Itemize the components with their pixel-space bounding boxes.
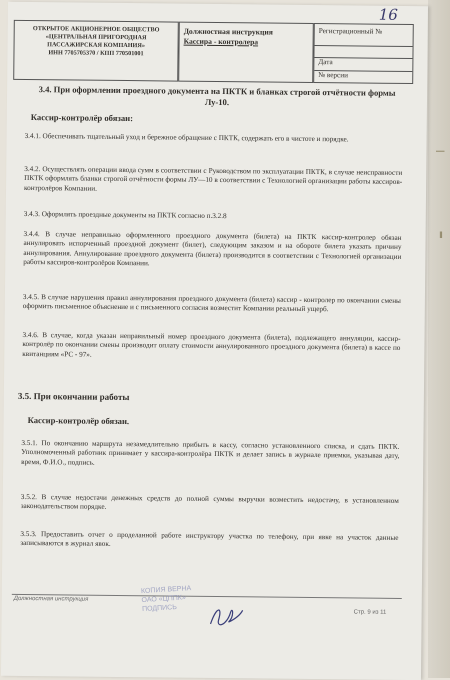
org-line: ПАССАЖИРСКАЯ КОМПАНИЯ» — [47, 41, 145, 50]
document-subject: Кассира - контролера — [183, 36, 259, 47]
handwritten-page-number: 16 — [378, 5, 398, 24]
adjacent-page-edge — [428, 0, 450, 678]
paragraph-3-5-1: 3.5.1. По окончанию маршрута незамедлительно прибыть в кассу, согласно установленного списка, и сдать ПКТК. Уполномоченный работник принимает у кассира-контролёра ПКТК и делает запись в журнале приемки, указывая дату, время, Ф.И.О., подпись. — [21, 438, 400, 467]
registration-number-label: Регистрационный № — [315, 24, 413, 47]
registration-cell — [313, 23, 414, 84]
paragraph-3-5-2: 3.5.2. В случае недостачи денежных средств до полной суммы выручки возместить недостачу, в установленном законодательством порядке. — [20, 492, 399, 512]
stamp-line: ПОДПИСЬ — [141, 604, 178, 614]
org-inn: ИНН 7705705370 / КПП 770501001 — [48, 49, 144, 58]
paragraph-3-4-4: 3.4.4. В случае неправильно оформленного проездного документа (билета) на ПКТК кассир-контролер обязан аннулировать испорченный проездной документ (билет), следующим заказом и на обороте билета указать причину аннулирования. Аннулирование проездного документа (билета) производится в соответствии с Технологией организации работы кассиров-контролёров Компании. — [23, 229, 402, 268]
footer-page-counter: Стр. 9 из 11 — [353, 609, 387, 616]
document-page — [1, 2, 428, 680]
stamp-line: ОАО «ЦППК» — [141, 594, 187, 605]
paragraph-3-4-3: 3.4.3. Оформлять проездные документы на ПКТК согласно п.3.2.8 — [23, 209, 227, 221]
paragraph-3-4-1: 3.4.1. Обеспечивать тщательный уход и бережное обращение с ПКТК, содержать его в чистоте и порядке. — [24, 131, 349, 144]
org-line: ОТКРЫТОЕ АКЦИОНЕРНОЕ ОБЩЕСТВО — [32, 25, 160, 34]
document-type: Должностная инструкция — [183, 26, 274, 37]
paragraph-3-4-6: 3.4.6. В случае, когда указан неправильный номер проездного документа (билета), подлежащего аннуляции, кассир-контролёр по окончании смены производит оплату стоимости аннулированного проездного документа (билета) в кассе по квитанциям «РС - 97». — [22, 330, 401, 359]
handwritten-signature — [206, 602, 246, 632]
edge-mark: ‖ — [436, 230, 446, 240]
section-3-4-subtitle: Кассир-контролёр обязан: — [30, 112, 134, 124]
section-3-5-title: 3.5. При окончании работы — [17, 390, 130, 403]
paragraph-3-5-3: 3.5.3. Предоставить отчет о проделанной работе инструктору участка по телефону, при явке на участок данные записываются в журнал явок. — [20, 529, 399, 549]
org-line: «ЦЕНТРАЛЬНАЯ ПРИГОРОДНАЯ — [45, 33, 147, 42]
edge-mark: | — [436, 150, 446, 153]
document-title-cell — [178, 22, 314, 83]
organization-cell — [13, 20, 179, 82]
section-3-4-title: 3.4. При оформлении проездного документа на ПКТК и бланках строгой отчётности формы Лу-10. — [38, 84, 396, 108]
stamp-line: КОПИЯ ВЕРНА — [140, 585, 192, 596]
paragraph-3-4-2: 3.4.2. Осуществлять операции ввода сумм в соответствии с Руководством по эксплуатации ПКТК, в случае неисправности ПКТК оформлять бланки строгой отчётности формы ЛУ—10 в соответствии с Технологией организации работы кассиров-контролёров Компании. — [24, 164, 403, 193]
document-header — [13, 20, 414, 84]
footer-document-name: Должностная инструкция — [13, 595, 89, 603]
registration-blank — [314, 46, 412, 59]
section-3-5-subtitle: Кассир-контролёр обязан. — [27, 415, 130, 427]
paragraph-3-4-5: 3.4.5. В случае нарушения правил аннулирования проездного документа (билета) кассир - контролер по окончании смены оформить письменное объяснение и с письменного согласия возместит Компании реальный ущерб. — [22, 292, 401, 314]
version-label: № версии — [318, 71, 348, 80]
date-label: Дата — [314, 58, 412, 72]
